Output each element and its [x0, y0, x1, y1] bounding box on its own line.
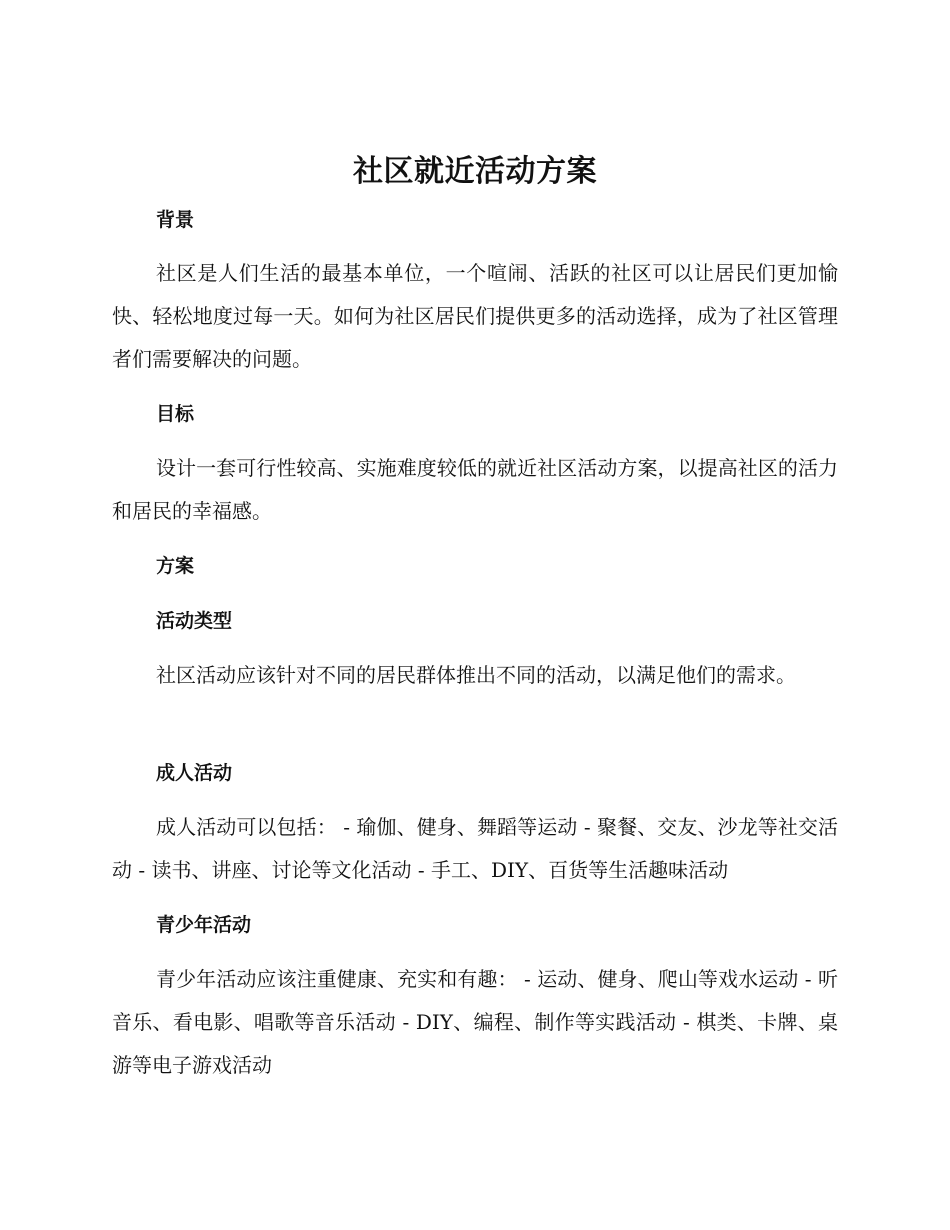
section-paragraph-activity-types: 社区活动应该针对不同的居民群体推出不同的活动，以满足他们的需求。	[156, 663, 796, 687]
section-heading-plan: 方案	[156, 555, 195, 577]
section-heading-background: 背景	[156, 209, 195, 231]
section-paragraph-background: 社区是人们生活的最基本单位，一个喧闹、活跃的社区可以让居民们更加愉快、轻松地度过每一天。如何为社区居民们提供更多的活动选择，成为了社区管理者们需要解决的问题。	[112, 261, 838, 371]
section-heading-activity-types: 活动类型	[156, 610, 233, 632]
section-paragraph-goal: 设计一套可行性较高、实施难度较低的就近社区活动方案，以提高社区的活力和居民的幸福感。	[112, 456, 838, 523]
section-heading-adult-activities: 成人活动	[156, 762, 233, 784]
section-paragraph-youth-activities: 青少年活动应该注重健康、充实和有趣： - 运动、健身、爬山等戏水运动 - 听音乐、看电影、唱歌等音乐活动 - DIY、编程、制作等实践活动 - 棋类、卡牌、桌游等电子游戏活动	[112, 967, 838, 1077]
section-heading-goal: 目标	[156, 403, 195, 425]
section-paragraph-adult-activities: 成人活动可以包括： - 瑜伽、健身、舞蹈等运动 - 聚餐、交友、沙龙等社交活动 - 读书、讲座、讨论等文化活动 - 手工、DIY、百货等生活趣味活动	[112, 815, 838, 882]
section-heading-youth-activities: 青少年活动	[156, 914, 252, 936]
document-title: 社区就近活动方案	[353, 154, 597, 189]
